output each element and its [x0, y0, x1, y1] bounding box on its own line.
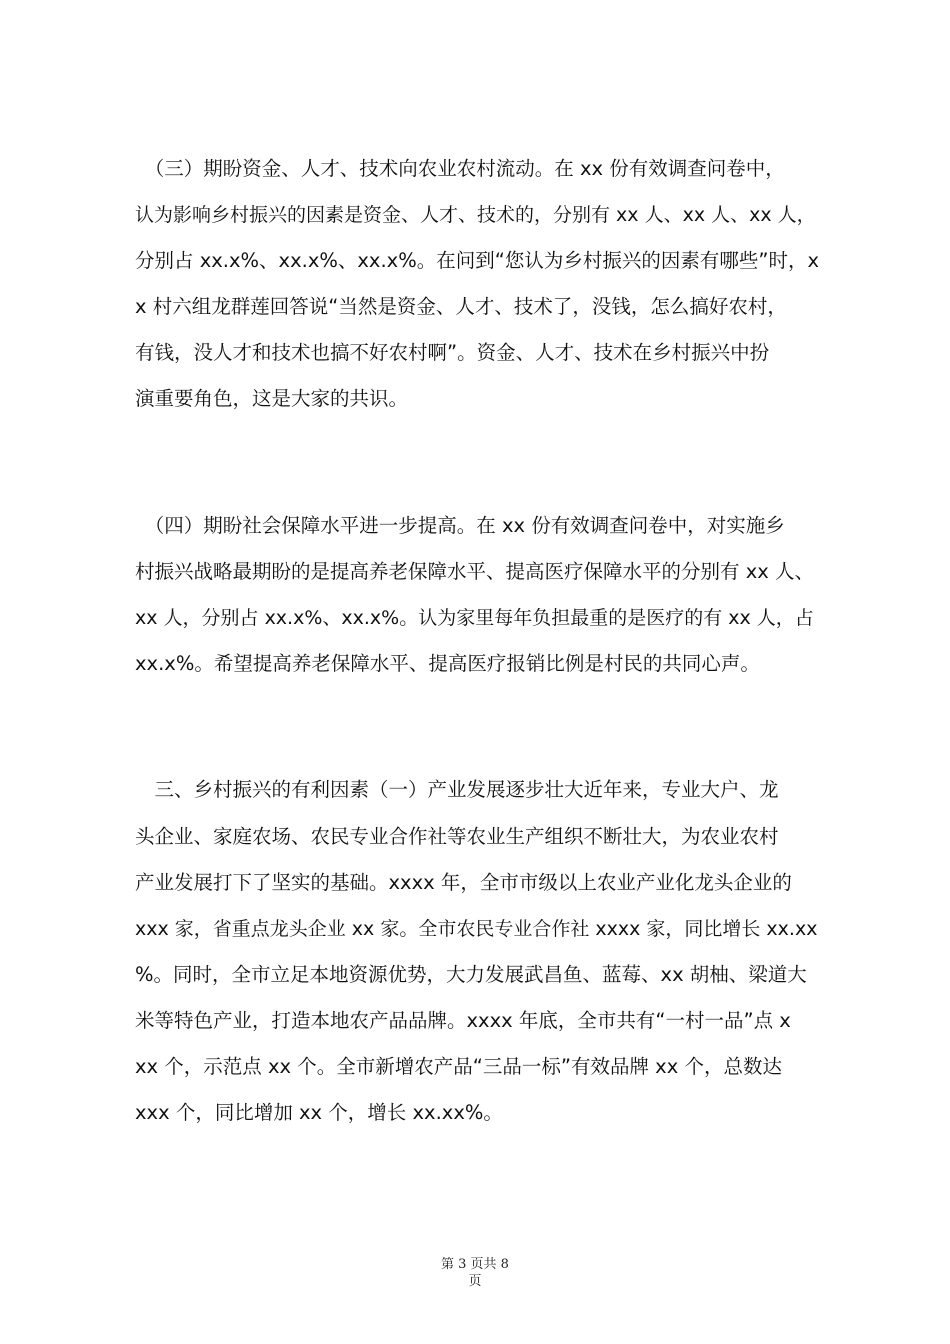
text-line: （三）期盼资金、人才、技术向农业农村流动。在 xx 份有效调查问卷中， [135, 157, 785, 180]
text-line: 有钱，没人才和技术也搞不好农村啊”。资金、人才、技术在乡村振兴中扮 [135, 341, 770, 364]
text-line: xxx 个，同比增加 xx 个，增长 xx.xx%。 [135, 1101, 503, 1124]
text-line: xx 个，示范点 xx 个。全市新增农产品“三品一标”有效品牌 xx 个，总数达 [135, 1055, 782, 1078]
text-line: xx 人，分别占 xx.x%、xx.x%。认为家里每年负担最重的是医疗的有 xx 人，占 [135, 607, 814, 629]
text-line: 分别占 xx.x%、xx.x%、xx.x%。在问到“您认为乡村振兴的因素有哪些”时，x [135, 249, 819, 272]
text-line: 产业发展打下了坚实的基础。xxxx 年，全市市级以上农业产业化龙头企业的 [135, 871, 792, 894]
text-line: 演重要角色，这是大家的共识。 [135, 387, 409, 410]
text-line: 头企业、家庭农场、农民专业合作社等农业生产组织不断壮大，为农业农村 [135, 825, 779, 848]
text-line: xxx 家，省重点龙头企业 xx 家。全市农民专业合作社 xxxx 家，同比增长 xx.xx [135, 918, 818, 940]
page-number: 第 3 页共 8 [441, 1257, 509, 1272]
page-number-continued: 页 [468, 1274, 482, 1289]
text-line: 村振兴战略最期盼的是提高养老保障水平、提高医疗保障水平的分别有 xx 人、 [135, 560, 814, 583]
text-line: xx.x%。希望提高养老保障水平、提高医疗报销比例是村民的共同心声。 [135, 652, 760, 675]
text-line: %。同时，全市立足本地资源优势，大力发展武昌鱼、蓝莓、xx 胡柚、梁道大 [135, 963, 807, 986]
text-line: （四）期盼社会保障水平进一步提高。在 xx 份有效调查问卷中，对实施乡 [135, 514, 785, 537]
text-line: x 村六组龙群莲回答说“当然是资金、人才、技术了，没钱，怎么搞好农村， [135, 295, 787, 318]
text-line: 米等特色产业，打造本地农产品品牌。xxxx 年底，全市共有“一村一品”点 x [135, 1009, 791, 1032]
text-line: 认为影响乡村振兴的因素是资金、人才、技术的，分别有 xx 人、xx 人、xx 人， [135, 204, 816, 226]
text-line: 三、乡村振兴的有利因素（一）产业发展逐步壮大近年来，专业大户、龙 [135, 778, 779, 801]
